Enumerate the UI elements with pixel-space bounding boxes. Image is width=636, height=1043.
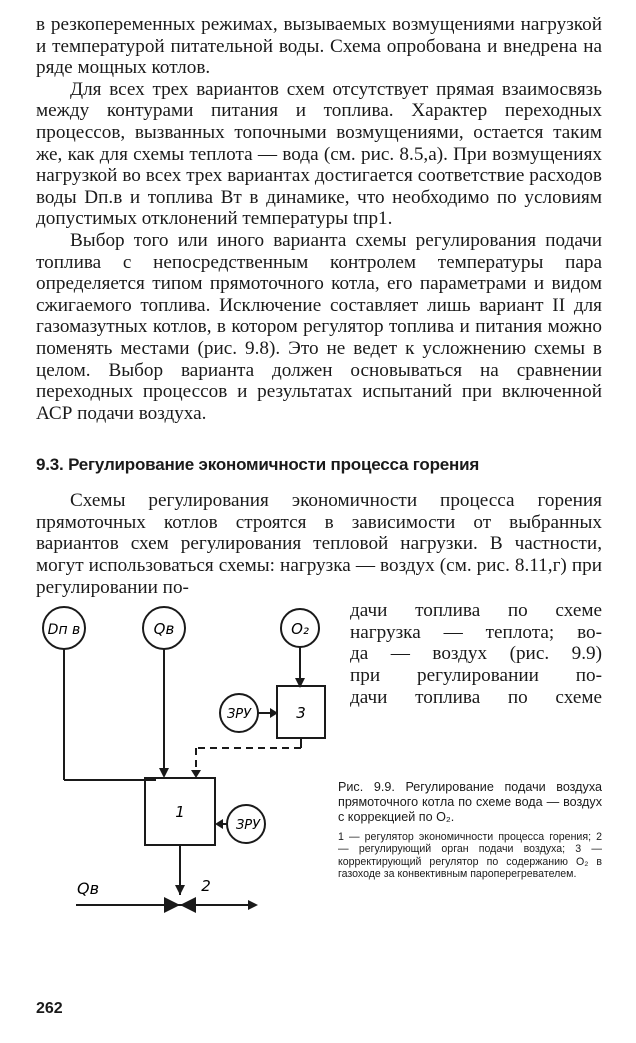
page-number: 262 <box>36 1000 63 1017</box>
sensor-qv-label: Qв <box>153 620 175 639</box>
right-line-3: да — воздух (рис. 9.9) <box>350 643 602 665</box>
figure-caption <box>338 780 602 880</box>
figure-area <box>36 600 602 1030</box>
zru-upper-label: ЗРУ <box>226 707 252 723</box>
right-column-text <box>350 600 602 708</box>
right-line-1: дачи топлива по схеме <box>350 600 602 622</box>
caption-legend: 1 — регулятор экономичности процесса горения; 2 — регулирующий орган подачи воздуха; 3 — корректирующий регулятор по содержанию O₂ в газоходе за конвективным пароперегревателем. <box>338 831 602 880</box>
sensor-dpv-label: Dп в <box>47 622 81 639</box>
block-3-label: 3 <box>296 704 306 723</box>
arrow-qv <box>159 768 169 778</box>
arrow-to-valve <box>175 885 185 895</box>
flow-label: Qв <box>76 879 100 899</box>
arrow-zru-lower <box>215 819 223 829</box>
right-line-5: дачи топлива по схеме <box>350 686 602 708</box>
valve-left <box>164 897 180 913</box>
caption-title: Рис. 9.9. Регулирование подачи воздуха прямоточного котла по схеме вода — воздух с коррекцией по O₂. <box>338 780 602 825</box>
zru-lower-label: ЗРУ <box>235 818 261 834</box>
paragraph-continuation: в резкопеременных режимах, вызываемых возмущениями нагрузкой и температурой питательной воды. Схема опробована и внедрена на ряде мощных котлов. <box>36 14 602 79</box>
arrow-correction <box>191 770 201 778</box>
control-diagram <box>36 600 336 930</box>
paragraph-choice: Выбор того или иного варианта схемы регулирования подачи топлива с непосредственным контролем температуры пара определяется типом прямоточного котла, его параметрами и видом сжигаемого топлива. Исключение составляет лишь вариант II для газомазутных котлов, в котором регулятор топлива и питания можно поменять местами (рис. 9.8). Это не ведет к усложнению схемы в целом. Выбор варианта должен основываться на сравнении переходных процессов и результатах испытаний при включенной АСР подачи воздуха. <box>36 229 602 424</box>
right-line-4: при регулировании по- <box>350 665 602 687</box>
block-1-label: 1 <box>175 803 185 822</box>
arrow-air-flow <box>248 900 258 910</box>
section-paragraph: Схемы регулирования экономичности процесса горения прямоточных котлов строятся в зависимости от выбранных вариантов схем регулирования тепловой нагрузки. В частности, могут использоваться схемы: нагрузка — воздух (см. рис. 8.11,г) при регулировании по- <box>36 490 602 598</box>
valve-label: 2 <box>201 877 211 896</box>
right-line-2: нагрузка — теплота; во- <box>350 621 602 643</box>
valve-right <box>180 897 196 913</box>
sensor-o2-label: O₂ <box>291 620 309 639</box>
section-heading: 9.3. Регулирование экономичности процесса горения <box>36 455 480 475</box>
page-content <box>36 14 602 1030</box>
paragraph-variants: Для всех трех вариантов схем отсутствует прямая взаимосвязь между контурами питания и топлива. Характер переходных процессов, вызванных топочными возмущениями, остается таким же, как для схемы теплота — вода (см. рис. 8.5,а). При возмущениях нагрузкой во всех трех вариантах достигается соответствие расходов воды Dп.в и топлива Bт в динамике, что необходимо по условиям допустимых отклонений температуры tпр1. <box>36 78 602 230</box>
